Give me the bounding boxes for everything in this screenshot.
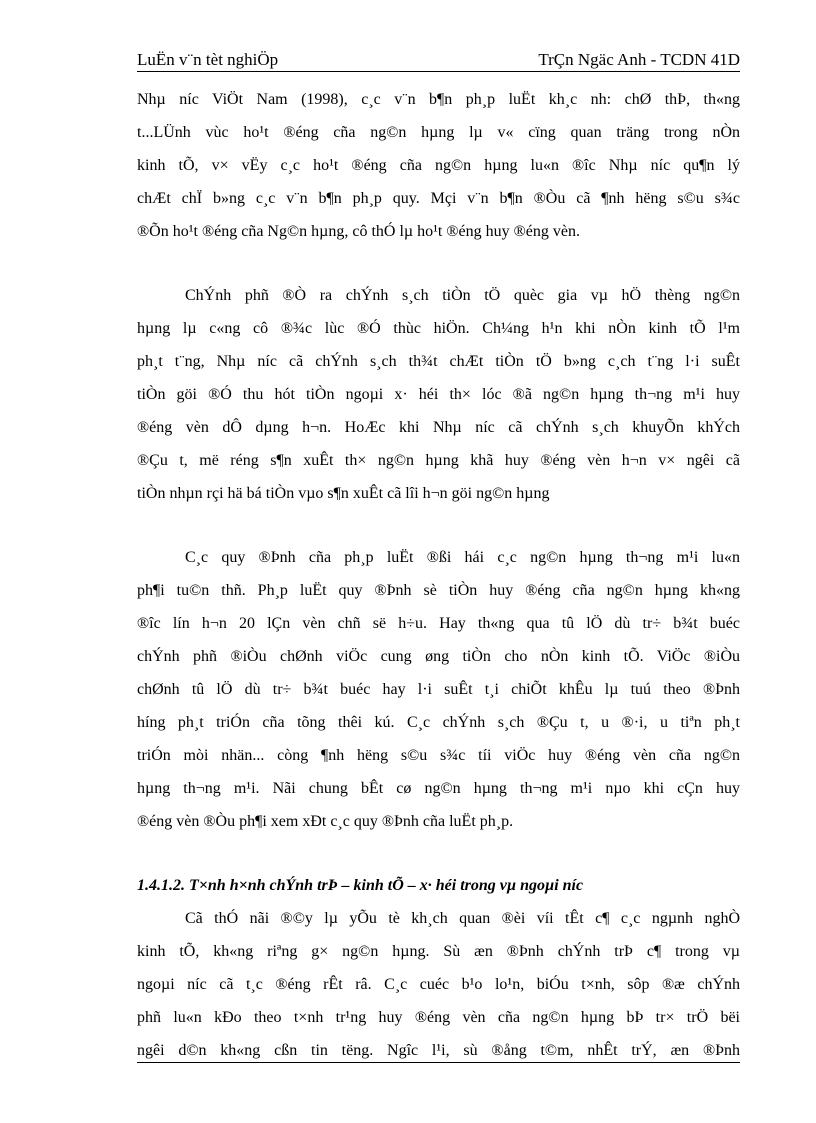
text-line: chÆt chÏ b»ng c¸c v¨n b¶n ph¸p quy. Mçi v¨n b¶n ®Òu cã ¶nh hëng s©u s¾c — [137, 190, 740, 207]
text-line: ®Çu t, më réng s¶n xuÊt th× ng©n hµng khã huy ®éng vèn h¬n v× ngêi cã — [137, 452, 740, 469]
header-author: TrÇn Ngäc Anh - TCDN 41D — [538, 50, 740, 69]
text-line: chØnh tû lÖ dù tr÷ b¾t buéc hay l·i suÊt t¸i chiÕt khÊu lµ tuú theo ®Þnh — [137, 681, 740, 698]
paragraph-4 — [137, 902, 740, 1067]
text-line: Cã thÓ nãi ®©y lµ yÕu tè kh¸ch quan ®èi víi tÊt c¶ c¸c ngµnh nghÒ — [185, 910, 740, 927]
text-line: ®Õn ho¹t ®éng cña Ng©n hµng, cô thÓ lµ ho¹t ®éng huy ®éng vèn. — [137, 223, 580, 240]
text-line: ph¶i tu©n thñ. Ph¸p luËt quy ®Þnh sè tiÒn huy ®éng cña ng©n hµng kh«ng — [137, 582, 740, 599]
text-line: phñ lu«n kÐo theo t×nh tr¹ng huy ®éng vèn cña ng©n hµng bÞ tr× trÖ bëi — [137, 1009, 740, 1026]
paragraph-gap — [137, 510, 740, 541]
paragraph-3 — [137, 541, 740, 838]
text-line: híng ph¸t triÓn cña tõng thêi kú. C¸c chÝnh s¸ch ®Çu t, u ®·i, u tiªn ph¸t — [137, 714, 740, 731]
text-line: t...LÜnh vùc ho¹t ®éng cña ng©n hµng lµ v« cïng quan träng trong nÒn — [137, 124, 740, 141]
text-line: ChÝnh phñ ®Ò ra chÝnh s¸ch tiÒn tÖ quèc gia vµ hÖ thèng ng©n — [185, 287, 740, 304]
paragraph-gap — [137, 248, 740, 279]
section-heading: 1.4.1.2. T×nh h×nh chÝnh trÞ – kinh tÕ – x· héi trong vµ ngoµi níc — [137, 877, 584, 894]
header-thesis-title: LuËn v¨n tèt nghiÖp — [137, 50, 279, 69]
text-line: ngoµi níc cã t¸c ®éng rÊt râ. C¸c cuéc b¹o lo¹n, biÓu t×nh, sôp ®æ chÝnh — [137, 976, 740, 993]
text-line: Nhµ níc ViÖt Nam (1998), c¸c v¨n b¶n ph¸p luËt kh¸c nh: chØ thÞ, th«ng — [137, 91, 740, 108]
text-line: ®îc lín h¬n 20 lÇn vèn chñ së h÷u. Hay th«ng qua tû lÖ dù tr÷ b¾t buéc — [137, 615, 740, 632]
text-line: C¸c quy ®Þnh cña ph¸p luËt ®ßi hái c¸c ng©n hµng th¬ng m¹i lu«n — [185, 549, 740, 566]
text-line: tiÒn göi ®Ó thu hót tiÒn ngoµi x· héi th× lóc ®ã ng©n hµng th¬ng m¹i huy — [137, 386, 740, 403]
text-line: ®éng vèn dÔ dµng h¬n. HoÆc khi Nhµ níc cã chÝnh s¸ch khuyÕn khÝch — [137, 419, 740, 436]
paragraph-2 — [137, 279, 740, 510]
text-line: ph¸t t¨ng, Nhµ níc cã chÝnh s¸ch th¾t chÆt tiÒn tÖ b»ng c¸ch t¨ng l·i suÊt — [137, 353, 740, 370]
text-line: hµng lµ c«ng cô ®¾c lùc ®Ó thùc hiÖn. Ch¼ng h¹n khi nÒn kinh tÕ l¹m — [137, 320, 740, 337]
text-line: triÓn mòi nhän... còng ¶nh hëng s©u s¾c tíi viÖc huy ®éng vèn cña ng©n — [137, 747, 740, 764]
document-body — [137, 83, 740, 1067]
text-line: kinh tÕ, kh«ng riªng g× ng©n hµng. Sù æn ®Þnh chÝnh trÞ c¶ trong vµ — [137, 943, 740, 960]
text-line: ®éng vèn ®Òu ph¶i xem xÐt c¸c quy ®Þnh cña luËt ph¸p. — [137, 813, 514, 830]
text-line: ngêi d©n kh«ng cßn tin tëng. Ngîc l¹i, sù ®ång t©m, nhÊt trÝ, æn ®Þnh — [137, 1042, 740, 1059]
text-line: chÝnh phñ ®iÒu chØnh viÖc cung øng tiÒn cho nÒn kinh tÕ. ViÖc ®iÒu — [137, 648, 740, 665]
paragraph-1 — [137, 83, 740, 248]
text-line: kinh tÕ, v× vËy c¸c ho¹t ®éng cña ng©n hµng lu«n ®îc Nhµ níc qu¶n lý — [137, 157, 740, 174]
page-header — [137, 48, 740, 72]
footer-rule — [137, 1062, 740, 1063]
text-line: tiÒn nhµn rçi hä bá tiÒn vµo s¶n xuÊt cã lîi h¬n göi ng©n hµng — [137, 485, 550, 502]
paragraph-gap — [137, 838, 740, 869]
text-line: hµng th¬ng m¹i. Nãi chung bÊt cø ng©n hµng th¬ng m¹i nµo khi cÇn huy — [137, 780, 740, 797]
